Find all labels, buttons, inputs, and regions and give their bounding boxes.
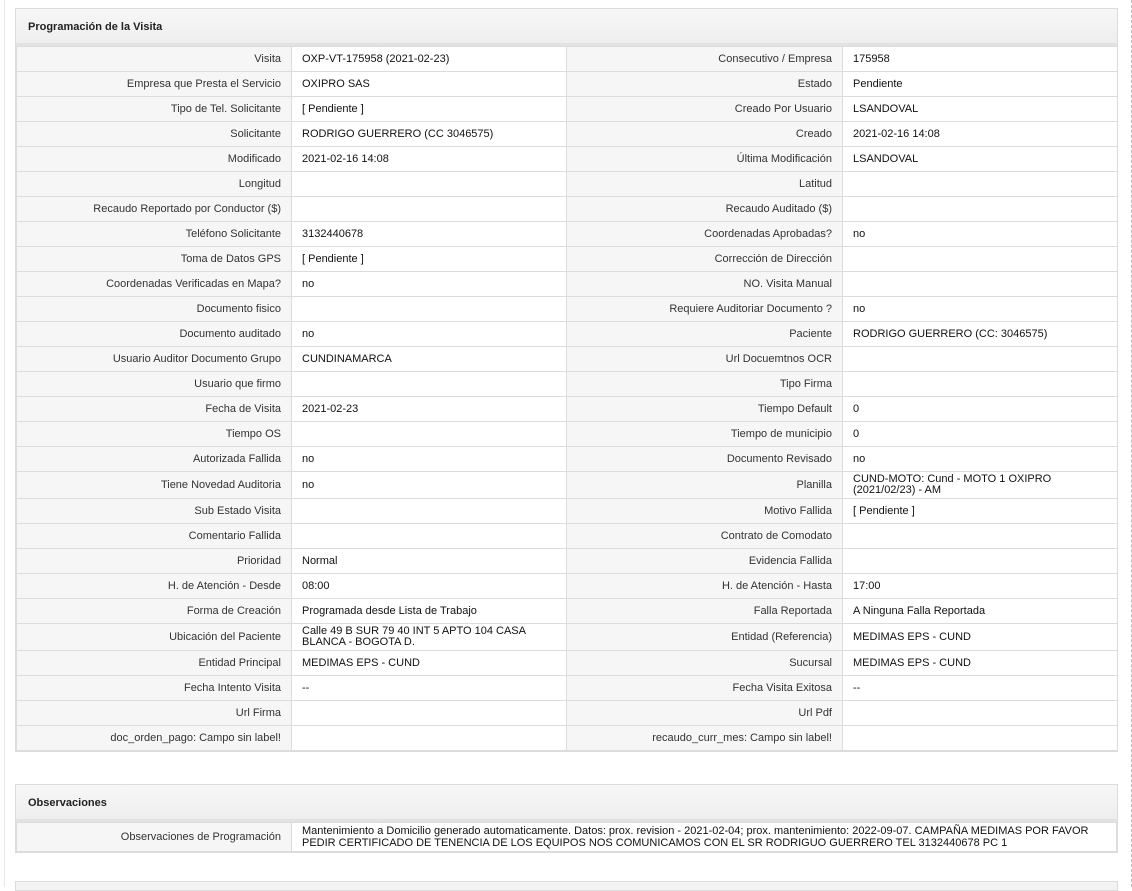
- field-value: [ Pendiente ]: [292, 97, 567, 122]
- field-value: [843, 347, 1118, 372]
- field-value: 2021-02-16 14:08: [843, 122, 1118, 147]
- field-label: Url Docuemtnos OCR: [567, 347, 843, 372]
- field-label: Documento auditado: [17, 322, 292, 347]
- field-label: Motivo Fallida: [567, 499, 843, 524]
- field-value: [292, 499, 567, 524]
- field-value: [843, 172, 1118, 197]
- observaciones-title: Observaciones: [16, 785, 1117, 822]
- field-label: doc_orden_pago: Campo sin label!: [17, 726, 292, 751]
- field-label: Documento fisico: [17, 297, 292, 322]
- field-value: A Ninguna Falla Reportada: [843, 599, 1118, 624]
- field-label: H. de Atención - Hasta: [567, 574, 843, 599]
- field-label: Visita: [17, 47, 292, 72]
- field-label: Tiene Novedad Auditoria: [17, 472, 292, 499]
- field-value: CUND-MOTO: Cund - MOTO 1 OXIPRO (2021/02/23) - AM: [843, 472, 1118, 499]
- programacion-panel: [15, 8, 1118, 752]
- field-label: Recaudo Auditado ($): [567, 197, 843, 222]
- field-label: H. de Atención - Desde: [17, 574, 292, 599]
- table-row: [17, 422, 1118, 447]
- table-row: [17, 297, 1118, 322]
- field-value: --: [843, 676, 1118, 701]
- field-value: no: [843, 222, 1118, 247]
- table-row: [17, 624, 1118, 651]
- field-label: Fecha Visita Exitosa: [567, 676, 843, 701]
- field-label: Prioridad: [17, 549, 292, 574]
- field-value: 175958: [843, 47, 1118, 72]
- field-value: Pendiente: [843, 72, 1118, 97]
- field-label: Usuario que firmo: [17, 372, 292, 397]
- field-value: [843, 197, 1118, 222]
- field-label: Forma de Creación: [17, 599, 292, 624]
- field-value: 0: [843, 397, 1118, 422]
- table-row: [17, 574, 1118, 599]
- field-label: Usuario Auditor Documento Grupo: [17, 347, 292, 372]
- programacion-title: Programación de la Visita: [16, 9, 1117, 46]
- field-label: Entidad Principal: [17, 651, 292, 676]
- field-label: Estado: [567, 72, 843, 97]
- field-label: Tipo de Tel. Solicitante: [17, 97, 292, 122]
- field-label: Creado Por Usuario: [567, 97, 843, 122]
- field-value: [843, 524, 1118, 549]
- field-label: Tiempo Default: [567, 397, 843, 422]
- field-value: [843, 701, 1118, 726]
- field-label: Entidad (Referencia): [567, 624, 843, 651]
- field-value: LSANDOVAL: [843, 147, 1118, 172]
- table-row: [17, 322, 1118, 347]
- field-value: LSANDOVAL: [843, 97, 1118, 122]
- table-row: [17, 701, 1118, 726]
- field-label: Tiempo OS: [17, 422, 292, 447]
- field-value: CUNDINAMARCA: [292, 347, 567, 372]
- table-row: [17, 247, 1118, 272]
- field-label: Contrato de Comodato: [567, 524, 843, 549]
- table-row: [17, 726, 1118, 751]
- field-label: Creado: [567, 122, 843, 147]
- field-label: Observaciones de Programación: [17, 823, 292, 852]
- field-value: 0: [843, 422, 1118, 447]
- field-label: Coordenadas Aprobadas?: [567, 222, 843, 247]
- field-label: Recaudo Reportado por Conductor ($): [17, 197, 292, 222]
- field-label: Fecha Intento Visita: [17, 676, 292, 701]
- field-value: Mantenimiento a Domicilio generado automaticamente. Datos: prox. revision - 2021-02-04; prox. mantenimiento: 2022-09-07. CAMPAÑA MEDIMAS POR FAVOR PEDIR CERTIFICADO DE TENENCIA DE LOS EQUIPOS NOS COMUNICAMOS CON EL SR RODRIGUO GUERRERO TEL 3132440678 PC 1: [292, 823, 1117, 852]
- table-row: [17, 122, 1118, 147]
- table-row: [17, 397, 1118, 422]
- field-label: Sub Estado Visita: [17, 499, 292, 524]
- field-label: Fecha de Visita: [17, 397, 292, 422]
- next-panel-header: [15, 881, 1118, 891]
- field-value: 3132440678: [292, 222, 567, 247]
- table-row: [17, 222, 1118, 247]
- field-label: recaudo_curr_mes: Campo sin label!: [567, 726, 843, 751]
- field-value: [292, 297, 567, 322]
- field-label: Evidencia Fallida: [567, 549, 843, 574]
- field-label: Tipo Firma: [567, 372, 843, 397]
- field-value: 08:00: [292, 574, 567, 599]
- field-label: Tiempo de municipio: [567, 422, 843, 447]
- table-row: [17, 447, 1118, 472]
- field-label: Autorizada Fallida: [17, 447, 292, 472]
- field-label: Última Modificación: [567, 147, 843, 172]
- field-value: [ Pendiente ]: [843, 499, 1118, 524]
- field-value: OXP-VT-175958 (2021-02-23): [292, 47, 567, 72]
- field-label: Toma de Datos GPS: [17, 247, 292, 272]
- field-label: Url Firma: [17, 701, 292, 726]
- field-value: [843, 372, 1118, 397]
- field-label: Latitud: [567, 172, 843, 197]
- field-value: [ Pendiente ]: [292, 247, 567, 272]
- field-value: RODRIGO GUERRERO (CC: 3046575): [843, 322, 1118, 347]
- observaciones-table: [16, 822, 1117, 852]
- field-value: no: [843, 447, 1118, 472]
- field-label: Coordenadas Verificadas en Mapa?: [17, 272, 292, 297]
- field-value: Programada desde Lista de Trabajo: [292, 599, 567, 624]
- field-label: Longitud: [17, 172, 292, 197]
- field-label: Solicitante: [17, 122, 292, 147]
- field-value: MEDIMAS EPS - CUND: [843, 651, 1118, 676]
- field-value: MEDIMAS EPS - CUND: [843, 624, 1118, 651]
- field-label: Falla Reportada: [567, 599, 843, 624]
- field-value: 17:00: [843, 574, 1118, 599]
- field-label: Planilla: [567, 472, 843, 499]
- field-value: RODRIGO GUERRERO (CC 3046575): [292, 122, 567, 147]
- field-value: no: [292, 272, 567, 297]
- field-value: [843, 272, 1118, 297]
- field-label: Comentario Fallida: [17, 524, 292, 549]
- table-row: [17, 372, 1118, 397]
- table-row: [17, 172, 1118, 197]
- table-row: [17, 97, 1118, 122]
- field-value: [292, 172, 567, 197]
- field-label: Sucursal: [567, 651, 843, 676]
- table-row: [17, 499, 1118, 524]
- field-value: [292, 197, 567, 222]
- field-label: Requiere Auditoriar Documento ?: [567, 297, 843, 322]
- field-value: Normal: [292, 549, 567, 574]
- field-value: [843, 549, 1118, 574]
- field-value: no: [292, 322, 567, 347]
- field-value: MEDIMAS EPS - CUND: [292, 651, 567, 676]
- observaciones-panel: [15, 784, 1118, 853]
- field-value: [292, 372, 567, 397]
- table-row: [17, 347, 1118, 372]
- field-label: Corrección de Dirección: [567, 247, 843, 272]
- field-label: Documento Revisado: [567, 447, 843, 472]
- table-row: [17, 147, 1118, 172]
- programacion-table: [16, 46, 1118, 751]
- field-value: OXIPRO SAS: [292, 72, 567, 97]
- table-row: [17, 651, 1118, 676]
- table-row: [17, 272, 1118, 297]
- table-row: [17, 197, 1118, 222]
- field-value: no: [292, 472, 567, 499]
- field-value: 2021-02-16 14:08: [292, 147, 567, 172]
- field-value: --: [292, 676, 567, 701]
- field-label: Modificado: [17, 147, 292, 172]
- table-row: [17, 549, 1118, 574]
- table-row: [17, 823, 1117, 852]
- field-value: [292, 422, 567, 447]
- field-value: [292, 701, 567, 726]
- field-label: Empresa que Presta el Servicio: [17, 72, 292, 97]
- table-row: [17, 72, 1118, 97]
- field-label: Url Pdf: [567, 701, 843, 726]
- field-value: Calle 49 B SUR 79 40 INT 5 APTO 104 CASA BLANCA - BOGOTA D.: [292, 624, 567, 651]
- table-row: [17, 599, 1118, 624]
- field-value: [843, 726, 1118, 751]
- field-label: NO. Visita Manual: [567, 272, 843, 297]
- table-row: [17, 472, 1118, 499]
- field-value: no: [843, 297, 1118, 322]
- field-value: no: [292, 447, 567, 472]
- field-label: Teléfono Solicitante: [17, 222, 292, 247]
- field-value: [843, 247, 1118, 272]
- field-label: Consecutivo / Empresa: [567, 47, 843, 72]
- table-row: [17, 47, 1118, 72]
- table-row: [17, 676, 1118, 701]
- field-value: [292, 726, 567, 751]
- field-label: Paciente: [567, 322, 843, 347]
- field-value: 2021-02-23: [292, 397, 567, 422]
- field-label: Ubicación del Paciente: [17, 624, 292, 651]
- field-value: [292, 524, 567, 549]
- table-row: [17, 524, 1118, 549]
